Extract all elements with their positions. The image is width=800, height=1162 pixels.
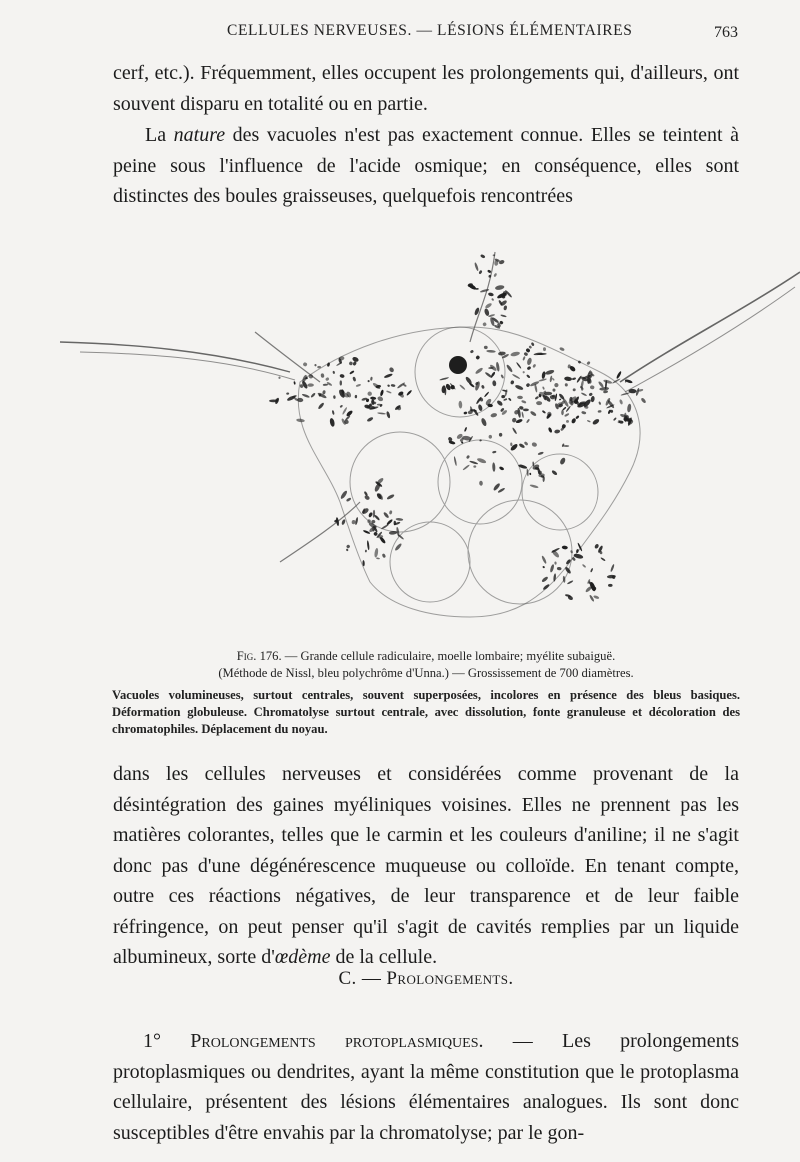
nissl-granule bbox=[527, 366, 532, 371]
nissl-granule bbox=[346, 497, 352, 502]
nissl-granule bbox=[495, 285, 505, 291]
nissl-granule bbox=[541, 576, 549, 583]
caption-title-line bbox=[112, 648, 740, 665]
nissl-granule bbox=[608, 584, 613, 587]
figure-method: (Méthode de Nissl, bleu polychrôme d'Unna.) — Grossissement de 700 diamètres. bbox=[218, 666, 634, 680]
nissl-granule bbox=[382, 553, 386, 558]
nissl-granule bbox=[549, 375, 552, 382]
nissl-granule bbox=[561, 410, 564, 415]
nissl-granule bbox=[521, 400, 527, 404]
nissl-granule bbox=[340, 490, 348, 500]
nissl-granule bbox=[307, 383, 314, 387]
nissl-granule bbox=[542, 566, 545, 569]
nissl-granule bbox=[572, 377, 576, 380]
nissl-granule bbox=[484, 302, 492, 309]
nissl-granule bbox=[499, 466, 505, 471]
nissl-granule bbox=[599, 387, 609, 391]
nissl-granule bbox=[474, 262, 479, 271]
nissl-granule bbox=[329, 418, 335, 428]
nissl-granule bbox=[525, 348, 531, 353]
nissl-granule bbox=[349, 361, 354, 366]
nissl-granule bbox=[613, 417, 617, 421]
nissl-granule bbox=[377, 395, 384, 402]
nissl-granule bbox=[525, 383, 530, 388]
nissl-granule bbox=[488, 292, 494, 297]
paragraph-2 bbox=[113, 120, 739, 212]
nissl-granule bbox=[523, 352, 528, 357]
nissl-granule bbox=[325, 377, 330, 381]
nissl-granule bbox=[484, 308, 490, 317]
nissl-granule bbox=[379, 536, 386, 544]
nissl-granule bbox=[453, 456, 457, 466]
nissl-granule bbox=[549, 564, 554, 573]
nissl-granule bbox=[565, 383, 568, 386]
nissl-granule bbox=[484, 391, 490, 397]
nissl-granule bbox=[302, 393, 311, 398]
nissl-granule bbox=[548, 427, 553, 433]
nissl-granule bbox=[532, 364, 536, 369]
nissl-granule bbox=[333, 395, 336, 399]
nissl-granule bbox=[500, 374, 504, 379]
nissl-granule bbox=[462, 464, 470, 471]
nissl-granule bbox=[479, 481, 483, 486]
nissl-granule bbox=[386, 411, 391, 419]
nissl-granule bbox=[526, 469, 529, 477]
nissl-granule bbox=[530, 410, 537, 417]
nissl-granule bbox=[497, 487, 505, 493]
nissl-granule bbox=[559, 347, 565, 352]
nissl-granule bbox=[592, 418, 600, 426]
nissl-granule bbox=[377, 412, 386, 415]
nissl-granule bbox=[346, 548, 349, 551]
nissl-granule bbox=[610, 564, 615, 572]
nissl-granule bbox=[627, 403, 632, 412]
nissl-granule bbox=[554, 429, 560, 434]
nissl-granule bbox=[570, 550, 573, 554]
paragraph-2-rest: des vacuoles n'est pas exactement connue. Elles se teintent à peine sous l'influence de l'acide osmique; en conséquence, elles sont distinctes des boules graisseuses, quelquefois rencontrées bbox=[113, 124, 739, 207]
nissl-granule bbox=[339, 405, 343, 409]
nissl-granule bbox=[526, 374, 531, 379]
nissl-granule bbox=[464, 427, 467, 432]
nissl-granule bbox=[302, 362, 307, 367]
figure-description: Vacuoles volumineuses, surtout centrales, souvent superposées, incolores en présence des bleus basiques. Déformation globuleuse. Chromatolyse surtout centrale, avec dissolution, fonte granuleuse et décoloration des chromatophiles. Déplacement du noyau. bbox=[112, 688, 740, 736]
nissl-granule bbox=[406, 389, 412, 396]
nissl-granule bbox=[363, 530, 371, 535]
nissl-granule bbox=[484, 346, 488, 350]
nissl-granule bbox=[628, 389, 636, 394]
nissl-granule bbox=[581, 392, 588, 396]
paragraph-2-start: La bbox=[145, 124, 174, 146]
nissl-granule bbox=[521, 412, 524, 419]
nissl-granule bbox=[598, 401, 601, 405]
nissl-granule bbox=[386, 390, 392, 394]
nissl-granule bbox=[523, 409, 529, 412]
nissl-granule bbox=[332, 410, 335, 415]
nissl-granule bbox=[381, 524, 389, 530]
figure-label: Fig. 176. bbox=[236, 649, 282, 663]
nissl-granule bbox=[600, 557, 606, 562]
nissl-granule bbox=[619, 399, 623, 405]
nissl-granule bbox=[492, 451, 497, 454]
nissl-granule bbox=[515, 418, 523, 423]
nissl-granule bbox=[575, 415, 580, 419]
nissl-granule bbox=[542, 386, 545, 390]
nissl-granule bbox=[356, 383, 362, 387]
nissl-granule bbox=[517, 396, 523, 400]
nissl-granule bbox=[463, 411, 467, 414]
nissl-granule bbox=[598, 381, 605, 388]
nissl-granule bbox=[355, 395, 358, 399]
nissl-granule bbox=[320, 373, 324, 378]
nissl-granule bbox=[529, 484, 538, 489]
nissl-granule bbox=[388, 367, 394, 374]
nissl-granule bbox=[395, 518, 403, 521]
nissl-granule bbox=[625, 379, 633, 384]
nissl-granule bbox=[640, 397, 646, 404]
nissl-granule bbox=[355, 517, 359, 525]
nissl-granule bbox=[475, 367, 484, 375]
nissl-granule bbox=[593, 595, 600, 600]
nissl-granule bbox=[490, 412, 497, 418]
nissl-granule bbox=[486, 350, 496, 353]
nissl-granule bbox=[501, 395, 505, 398]
nissl-granule bbox=[582, 564, 586, 568]
nissl-granule bbox=[564, 376, 572, 381]
nissl-granule bbox=[559, 457, 566, 465]
nissl-granule bbox=[376, 557, 380, 559]
nissl-granule bbox=[365, 549, 367, 552]
nissl-granule bbox=[278, 376, 281, 379]
nissl-granule bbox=[466, 455, 470, 460]
nissl-granule bbox=[317, 402, 324, 410]
nissl-granule bbox=[498, 351, 506, 355]
nissl-granule bbox=[499, 433, 502, 437]
emphasis-oedeme: œdème bbox=[274, 946, 331, 968]
nissl-granule bbox=[564, 413, 570, 418]
nissl-granule bbox=[310, 392, 316, 398]
nissl-granule bbox=[496, 400, 503, 407]
nissl-granule bbox=[567, 580, 574, 585]
emphasis-nature: nature bbox=[173, 124, 226, 146]
nissl-granule bbox=[536, 401, 542, 405]
nissl-granule bbox=[366, 416, 373, 422]
nissl-granule bbox=[551, 470, 558, 476]
running-title: CELLULES NERVEUSES. — LÉSIONS ÉLÉMENTAIRES bbox=[227, 22, 633, 39]
nissl-granule bbox=[332, 371, 335, 374]
nerve-cell-illustration bbox=[40, 232, 800, 642]
nissl-granule bbox=[368, 512, 373, 518]
nissl-granule bbox=[500, 314, 507, 317]
nissl-granule bbox=[459, 384, 466, 390]
paragraph-3 bbox=[113, 759, 739, 973]
nissl-granule bbox=[552, 388, 555, 391]
nissl-granule bbox=[341, 519, 346, 526]
nissl-granule bbox=[490, 371, 495, 377]
nissl-granule bbox=[526, 419, 530, 424]
nissl-granule bbox=[543, 347, 546, 351]
nissl-granule bbox=[361, 507, 370, 515]
nissl-granule bbox=[541, 555, 547, 564]
nissl-granule bbox=[389, 510, 393, 515]
nissl-granule bbox=[492, 380, 496, 386]
nissl-granule bbox=[545, 369, 555, 375]
nissl-granule bbox=[616, 371, 622, 380]
figure-nerve-cell bbox=[40, 232, 800, 642]
nissl-granule bbox=[503, 305, 507, 310]
nissl-granule bbox=[506, 364, 514, 373]
nissl-granule bbox=[480, 417, 487, 426]
paragraph-3-end: de la cellule. bbox=[330, 946, 438, 968]
nissl-granule bbox=[478, 404, 484, 411]
nissl-granule bbox=[588, 392, 593, 396]
nissl-granule bbox=[573, 388, 576, 391]
figure-caption bbox=[112, 648, 740, 738]
nissl-granule bbox=[603, 379, 612, 384]
nissl-granule bbox=[387, 384, 390, 387]
nissl-granule bbox=[576, 375, 582, 383]
nissl-granule bbox=[510, 380, 514, 385]
nissl-granule bbox=[384, 373, 393, 379]
nissl-granule bbox=[542, 583, 550, 590]
nissl-granule bbox=[339, 374, 344, 378]
nissl-granule bbox=[351, 520, 355, 525]
nissl-granule bbox=[510, 442, 512, 446]
nissl-granule bbox=[571, 418, 577, 425]
nissl-granule bbox=[374, 548, 379, 558]
nissl-granule bbox=[308, 374, 313, 379]
paragraph-4 bbox=[113, 1026, 739, 1148]
nissl-granule bbox=[478, 270, 482, 275]
nissl-granule bbox=[587, 420, 591, 423]
nissl-granule bbox=[524, 441, 529, 446]
nissl-granule bbox=[349, 370, 355, 375]
nissl-granule bbox=[386, 494, 395, 501]
nissl-granule bbox=[297, 398, 304, 403]
nissl-granule bbox=[586, 361, 591, 366]
nissl-granule bbox=[512, 373, 521, 379]
nissl-granule bbox=[342, 407, 348, 415]
nissl-granule bbox=[470, 350, 474, 354]
nissl-granule bbox=[515, 384, 524, 391]
nissl-granule bbox=[340, 380, 342, 385]
nissl-granule bbox=[510, 351, 520, 357]
nissl-granule bbox=[553, 573, 556, 581]
page-number: 763 bbox=[714, 24, 738, 41]
running-head bbox=[112, 22, 740, 46]
nissl-granule bbox=[386, 519, 393, 526]
nissl-granule bbox=[503, 398, 507, 401]
subsection-lead: 1° Prolongements protoplasmiques. bbox=[143, 1030, 484, 1052]
nissl-granule bbox=[383, 511, 390, 518]
section-heading bbox=[112, 968, 740, 990]
paragraph-3-start: dans les cellules nerveuses et considérées comme provenant de la désintégration des gaines myéliniques voisines. Elles ne prennent pas les matières colorantes, telles que le carmin et les couleurs d'aniline; il ne s'agit donc pas d'une dégénérescence muqueuse ou colloïde. En tenant compte, outre ces réactions négatives, de leur transparence et de leur faible réfringence, on peut penser qu'il s'agit de cavités remplies par un liquide albumineux, sorte d' bbox=[113, 763, 739, 968]
nissl-granule bbox=[562, 545, 568, 549]
nissl-granule bbox=[367, 391, 372, 396]
nissl-granule bbox=[498, 259, 505, 265]
nissl-granule bbox=[531, 342, 535, 347]
nissl-granule bbox=[475, 355, 480, 360]
figure-title: — Grande cellule radiculaire, moelle lombaire; myélite subaiguë. bbox=[281, 649, 616, 663]
nissl-granule bbox=[465, 376, 473, 385]
nissl-granule bbox=[296, 418, 305, 422]
nissl-granule bbox=[489, 435, 492, 439]
nissl-granule bbox=[480, 254, 486, 259]
nissl-granule bbox=[469, 460, 478, 465]
nissl-granule bbox=[518, 443, 525, 449]
nissl-granule bbox=[491, 298, 494, 301]
nissl-granule bbox=[598, 410, 602, 413]
nissl-granule bbox=[480, 288, 490, 293]
nissl-granule bbox=[581, 411, 586, 415]
nissl-granule bbox=[391, 384, 396, 387]
nissl-granule bbox=[317, 392, 327, 399]
nissl-granule bbox=[482, 322, 487, 327]
nissl-granule bbox=[380, 389, 385, 396]
nissl-granule bbox=[531, 442, 537, 448]
nissl-granule bbox=[394, 543, 402, 552]
nissl-granule bbox=[458, 401, 462, 409]
nissl-granule bbox=[476, 457, 486, 464]
nissl-granule bbox=[542, 410, 546, 414]
nissl-granule bbox=[469, 382, 476, 388]
nissl-granule bbox=[603, 390, 608, 394]
nissl-granule bbox=[493, 254, 496, 256]
nissl-granule bbox=[314, 364, 317, 367]
nissl-granule bbox=[370, 377, 373, 381]
nissl-granule bbox=[554, 383, 559, 388]
nissl-granule bbox=[554, 561, 556, 564]
nissl-granule bbox=[352, 376, 356, 381]
nissl-granule bbox=[323, 384, 328, 386]
nissl-granule bbox=[594, 543, 600, 549]
paragraph-1: cerf, etc.). Fréquemment, elles occupent les prolongements qui, d'ailleurs, ont souvent disparu en totalité ou en partie. bbox=[113, 62, 739, 115]
nissl-granule bbox=[367, 540, 370, 550]
nissl-granule bbox=[492, 462, 495, 472]
nissl-granule bbox=[286, 392, 289, 395]
section-prefix: C. — bbox=[338, 968, 387, 989]
nissl-granule bbox=[528, 345, 532, 349]
nissl-granule bbox=[370, 396, 376, 400]
nissl-granule bbox=[576, 549, 579, 553]
nissl-granule bbox=[367, 380, 370, 383]
nissl-granule bbox=[522, 356, 525, 361]
nissl-granule bbox=[537, 451, 543, 455]
nissl-granule bbox=[493, 273, 497, 278]
nissl-granule bbox=[322, 390, 326, 395]
nissl-granule bbox=[566, 420, 570, 423]
nissl-granule bbox=[529, 472, 531, 475]
paragraph-4-text: — Les prolongements protoplasmiques ou dendrites, ayant la même constitution que le protoplasma cellulaire, présentent des lésions élémentaires analogues. Ils sont donc susceptibles d'être envahis par la chromatolyse; par le gon- bbox=[113, 1030, 739, 1144]
nissl-granule bbox=[557, 567, 562, 571]
nissl-granule bbox=[590, 385, 595, 390]
nissl-granule bbox=[590, 396, 595, 403]
nissl-granule bbox=[346, 544, 351, 549]
nissl-granule bbox=[552, 378, 555, 381]
nissl-granule bbox=[473, 465, 476, 468]
nissl-granule bbox=[293, 381, 295, 385]
nissl-granule bbox=[512, 427, 518, 434]
nissl-granule bbox=[516, 362, 522, 369]
nissl-granule bbox=[541, 371, 546, 379]
nissl-granule bbox=[590, 568, 593, 573]
nissl-granule bbox=[533, 352, 542, 355]
nissl-granule bbox=[526, 357, 532, 365]
nissl-granule bbox=[439, 377, 449, 381]
nissl-granule bbox=[326, 381, 332, 386]
nissl-granule bbox=[508, 397, 512, 401]
nissl-granule bbox=[522, 371, 525, 374]
section-title: Prolongements. bbox=[386, 968, 514, 989]
nissl-granule bbox=[559, 398, 561, 400]
nissl-granule bbox=[535, 396, 540, 400]
nissl-granule bbox=[481, 385, 485, 390]
nissl-granule bbox=[589, 594, 595, 602]
